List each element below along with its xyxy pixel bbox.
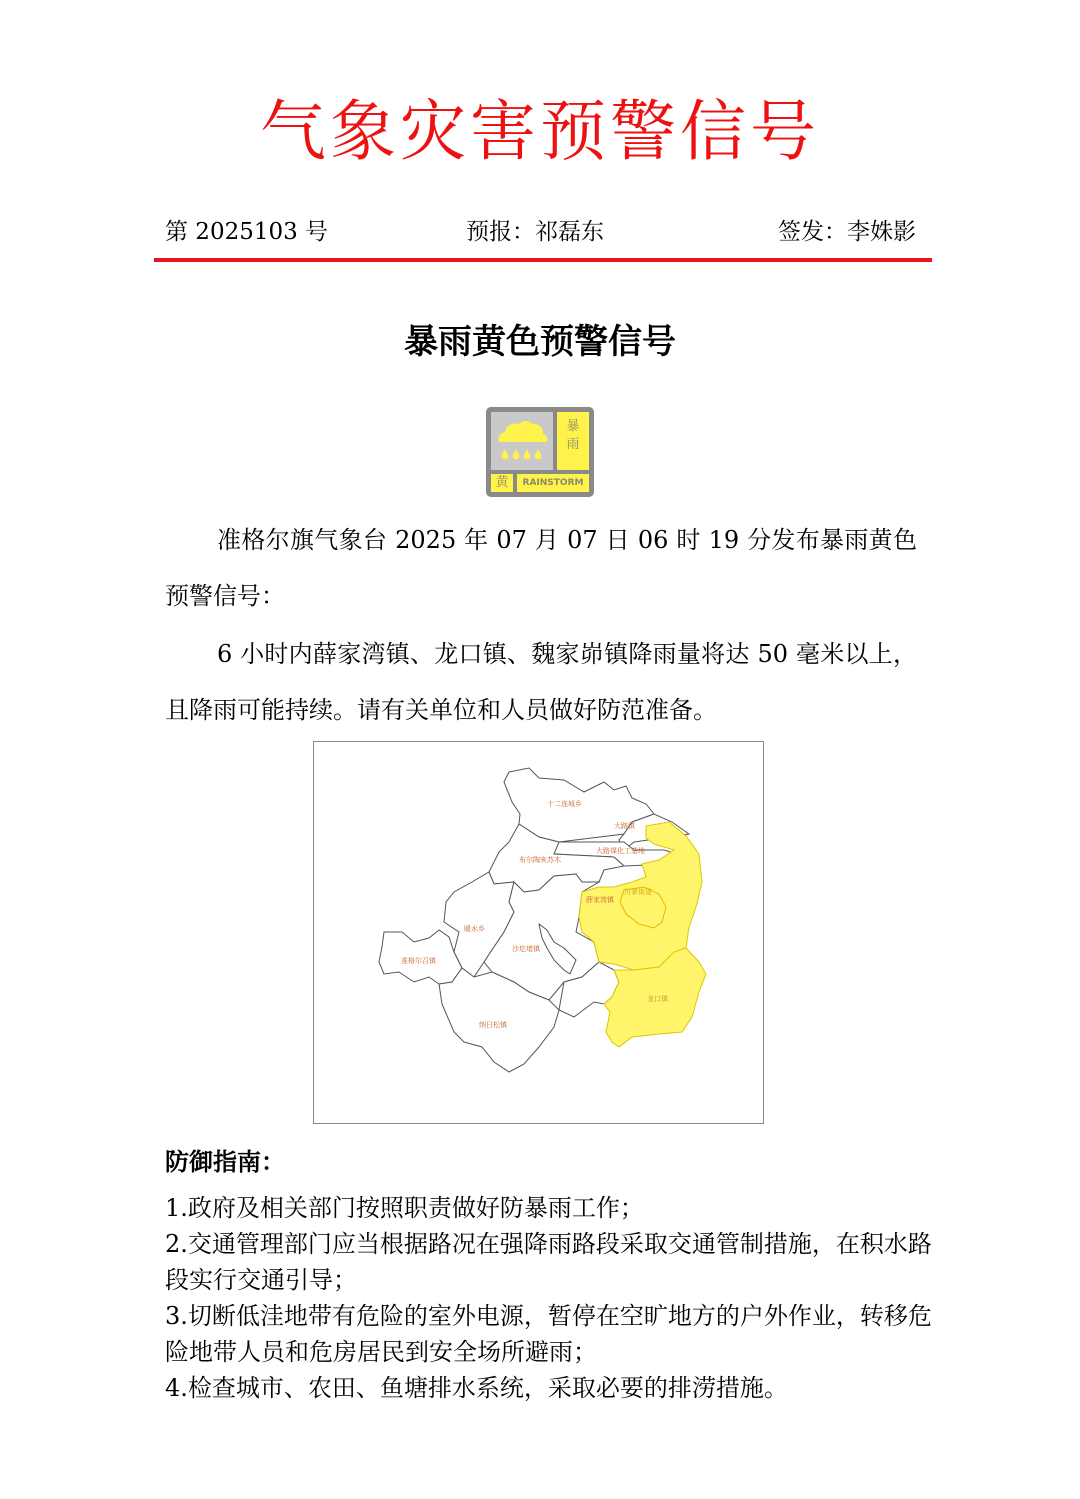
icon-char-bao: 暴 (566, 419, 580, 434)
document-title: 气象灾害预警信号 (260, 93, 820, 170)
label-shagedu: 沙圪堵镇 (512, 945, 540, 953)
icon-side-label (557, 412, 589, 470)
rainstorm-yellow-icon (486, 407, 594, 497)
label-nuanshui: 暖水乡 (464, 925, 485, 933)
label-dalu: 大路镇 (614, 822, 635, 830)
label-xuejiawan: 薛家湾镇 (586, 896, 614, 904)
guide-item: 1.政府及相关部门按照职责做好防暴雨工作； (165, 1194, 644, 1222)
warning-map (313, 741, 764, 1124)
guide-item: 3.切断低洼地带有危险的室外电源，暂停在空旷地方的户外作业，转移危险地带人员和危房居民到安全场所避雨； (165, 1302, 932, 1366)
signal-heading: 暴雨黄色预警信号 (404, 322, 676, 362)
label-zhungeerzhao: 准格尔召镇 (401, 957, 436, 965)
issue-paragraph: 准格尔旗气象台 2025 年 07 月 07 日 06 时 19 分发布暴雨黄色预警信号： (165, 526, 917, 610)
forecast-paragraph: 6 小时内薛家湾镇、龙口镇、魏家峁镇降雨量将达 50 毫米以上，且降雨可能持续。请有关单位和人员做好防范准备。 (165, 640, 917, 724)
label-chuanzhang: 川掌街道 (624, 888, 652, 896)
icon-english-label: RAINSTORM (517, 474, 589, 492)
label-dalu-base: 大路煤化工基地 (596, 847, 645, 855)
issuer: 签发：李姝影 (778, 219, 916, 245)
label-buertaohai: 布尔陶亥苏木 (519, 856, 561, 864)
label-shierliancheng: 十二连城乡 (547, 800, 582, 808)
header-divider (154, 258, 932, 262)
icon-level-label: 黄 (491, 474, 513, 492)
guide-heading: 防御指南： (165, 1147, 285, 1176)
guide-item: 2.交通管理部门应当根据路况在强降雨路段采取交通管制措施，在积水路段实行交通引导； (165, 1230, 932, 1294)
guide-item: 4.检查城市、农田、鱼塘排水系统，采取必要的排涝措施。 (165, 1374, 788, 1402)
icon-char-yu: 雨 (566, 437, 580, 452)
forecaster: 预报：祁磊东 (466, 219, 604, 245)
label-longkou: 龙口镇 (647, 995, 668, 1003)
label-narisong: 纳日松镇 (479, 1021, 507, 1029)
document-number: 第 2025103 号 (165, 219, 329, 245)
cloud-rain-icon (491, 412, 553, 470)
